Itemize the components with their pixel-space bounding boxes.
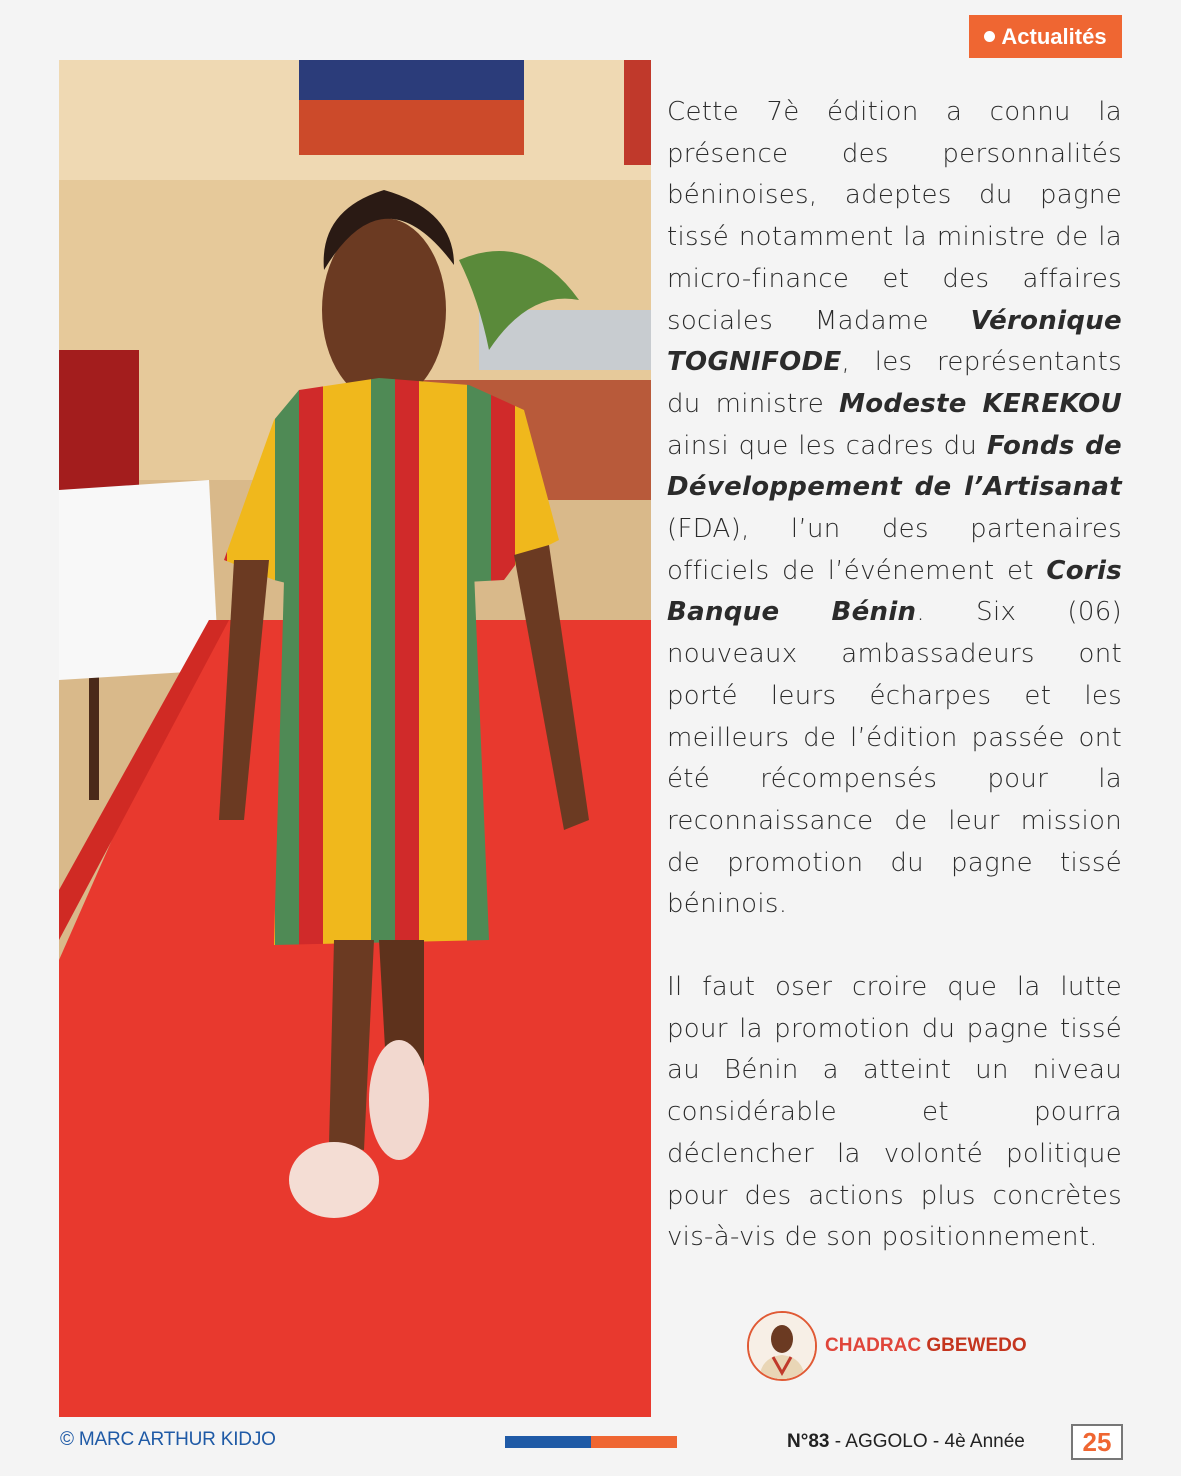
issue-number: N°83 [787, 1431, 830, 1452]
photo-credit: © MARC ARTHUR KIDJO [60, 1429, 276, 1450]
emphasis-text: Modeste KEREKOU [839, 388, 1122, 419]
body-text: . Six (06) nouveaux ambassadeurs ont porté leurs écharpes et les meilleurs de l’édition passée ont été récompensés pour la reconnaissance de leur mission de promotion du pagne tissé béninois. [667, 597, 1122, 920]
person-icon [749, 1313, 815, 1379]
emphasis-text: Coris Banque Bénin [667, 555, 1122, 628]
article-photo [59, 60, 651, 1417]
article-paragraph-1 [667, 92, 1122, 926]
author-avatar [747, 1311, 817, 1381]
emphasis-text: Fonds de Développement de l’Artisanat [667, 430, 1122, 503]
footer-bar-blue [505, 1436, 591, 1448]
body-text: Cette 7è édition a connu la présence des personnalités béninoises, adeptes du pagne tissé notamment la ministre de la micro-finance et des affaires sociales Madame [667, 97, 1122, 336]
section-tag-label: Actualités [1001, 23, 1107, 49]
issue-details: - AGGOLO - 4è Année [829, 1431, 1025, 1452]
body-text: (FDA), l’un des partenaires officiels de l’événement et [667, 514, 1122, 586]
body-text: , les représentants du ministre [667, 347, 1122, 419]
body-text: ainsi que les cadres du [667, 430, 987, 461]
girl-runway-photo-icon [59, 60, 651, 1417]
author-name [825, 1335, 1027, 1357]
author-last-name: GBEWEDO [926, 1335, 1027, 1356]
emphasis-text: Véronique TOGNIFODE [667, 305, 1122, 378]
section-tag [969, 15, 1122, 58]
issue-info [787, 1431, 1025, 1453]
author-byline [747, 1311, 1027, 1381]
article-text [667, 92, 1122, 1259]
bullet-icon [984, 31, 995, 42]
author-first-name: CHADRAC [825, 1335, 922, 1356]
page-number: 25 [1071, 1424, 1123, 1460]
footer-bar-orange [591, 1436, 677, 1448]
article-paragraph-2: Il faut oser croire que la lutte pour la promotion du pagne tissé au Bénin a atteint un niveau considérable et pourra déclencher la volonté politique pour des actions plus concrètes vis-à-vis de son positionnement. [667, 972, 1122, 1253]
